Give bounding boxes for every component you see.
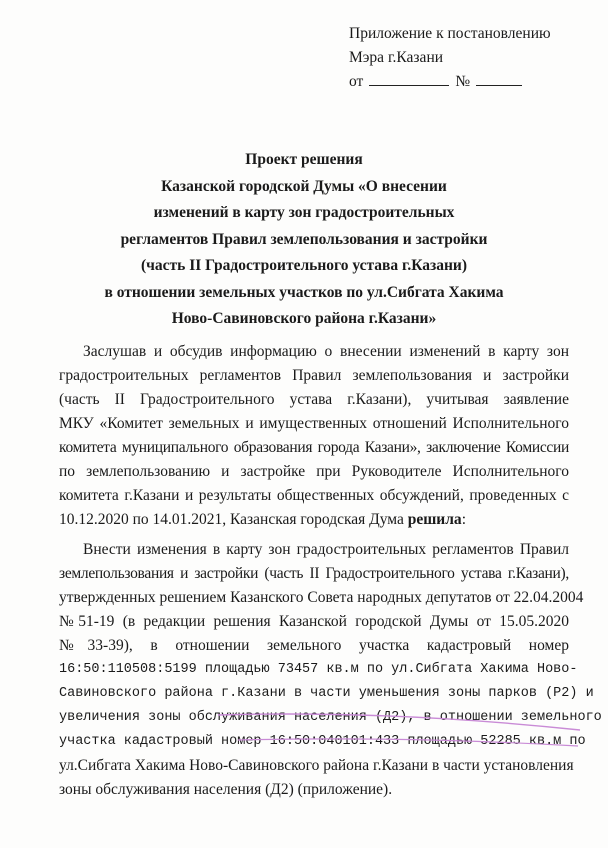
paragraph-line: увеличения зоны обслуживания населения (Д2), в отношении земельного: [59, 710, 602, 725]
paragraph-line: землепользования и застройки (часть II Градостроительного устава г.Казани),: [59, 565, 569, 582]
paragraph-line: Заслушав и обсудив информацию о внесении изменений в карту зон: [83, 343, 569, 360]
paragraph-line: №33-39), в отношении земельного участка кадастровый номер: [59, 637, 569, 654]
paragraph-line: комитета муниципального образования города Казани», заключение Комиссии: [59, 439, 569, 456]
paragraph-line: Внести изменения в карту зон градостроительных регламентов Правил: [83, 541, 569, 558]
title-line: Казанской городской Думы «О внесении: [161, 177, 447, 195]
paragraph-last-line: [59, 508, 569, 532]
paragraph-line: 16:50:110508:5199 площадью 73457 кв.м по ул.Сибгата Хакима Ново-: [59, 662, 578, 677]
annex-line-2: Мэра г.Казани: [349, 49, 444, 66]
title-line: (часть II Градостроительного устава г.Казани): [141, 257, 467, 274]
paragraph-line-text: 10.12.2020 по 14.01.2021, Казанская городская Дума: [59, 511, 404, 528]
paragraph-line: комитета г.Казани и результаты общественных обсуждений, проведенных с: [59, 487, 569, 504]
paragraph-1: [59, 340, 569, 532]
paragraph-line: №51-19 (в редакции решения Казанской городской Думы от 15.05.2020: [59, 613, 569, 630]
paragraph-line: МКУ «Комитет земельных и имущественных отношений Исполнительного: [59, 415, 569, 432]
paragraph-line: градостроительных регламентов Правил землепользования и застройки: [59, 367, 569, 384]
paragraph-line: (часть II Градостроительного устава г.Казани), учитывая заявление: [59, 391, 569, 408]
title-line: Ново-Савиновского района г.Казани»: [171, 310, 437, 327]
annex-date-number-line: [349, 70, 551, 94]
document-title: [0, 147, 608, 333]
paragraph-line: Савиновского района г.Казани в части уменьшения зоны парков (Р2) и: [59, 686, 594, 701]
annex-line-1: Приложение к постановлению: [349, 25, 551, 42]
annex-header: [349, 22, 551, 94]
paragraph-line: утвержденных решением Казанского Совета народных депутатов от 22.04.2004: [59, 589, 584, 606]
title-line: регламентов Правил землепользования и застройки: [120, 230, 488, 248]
annex-number-label: №: [455, 73, 471, 90]
annex-from-label: от: [349, 73, 364, 90]
title-line: в отношении земельных участков по ул.Сибгата Хакима: [104, 283, 504, 301]
paragraph-2: [59, 538, 602, 802]
paragraph-line: участка кадастровый номер 16:50:040101:433 площадью 52285 кв.м по: [59, 734, 586, 749]
title-line: Проект решения: [245, 151, 363, 168]
number-blank: [476, 71, 522, 86]
title-line: изменений в карту зон градостроительных: [153, 204, 455, 221]
colon: :: [461, 511, 466, 528]
paragraph-line: по землепользованию и застройке при Руководителе Исполнительного: [59, 463, 569, 480]
decided-word: решила: [407, 511, 462, 528]
paragraph-line: ул.Сибгата Хакима Ново-Савиновского района г.Казани в части установления: [59, 757, 574, 774]
paragraph-line: зоны обслуживания населения (Д2) (приложение).: [59, 781, 393, 798]
date-blank: [369, 71, 449, 86]
